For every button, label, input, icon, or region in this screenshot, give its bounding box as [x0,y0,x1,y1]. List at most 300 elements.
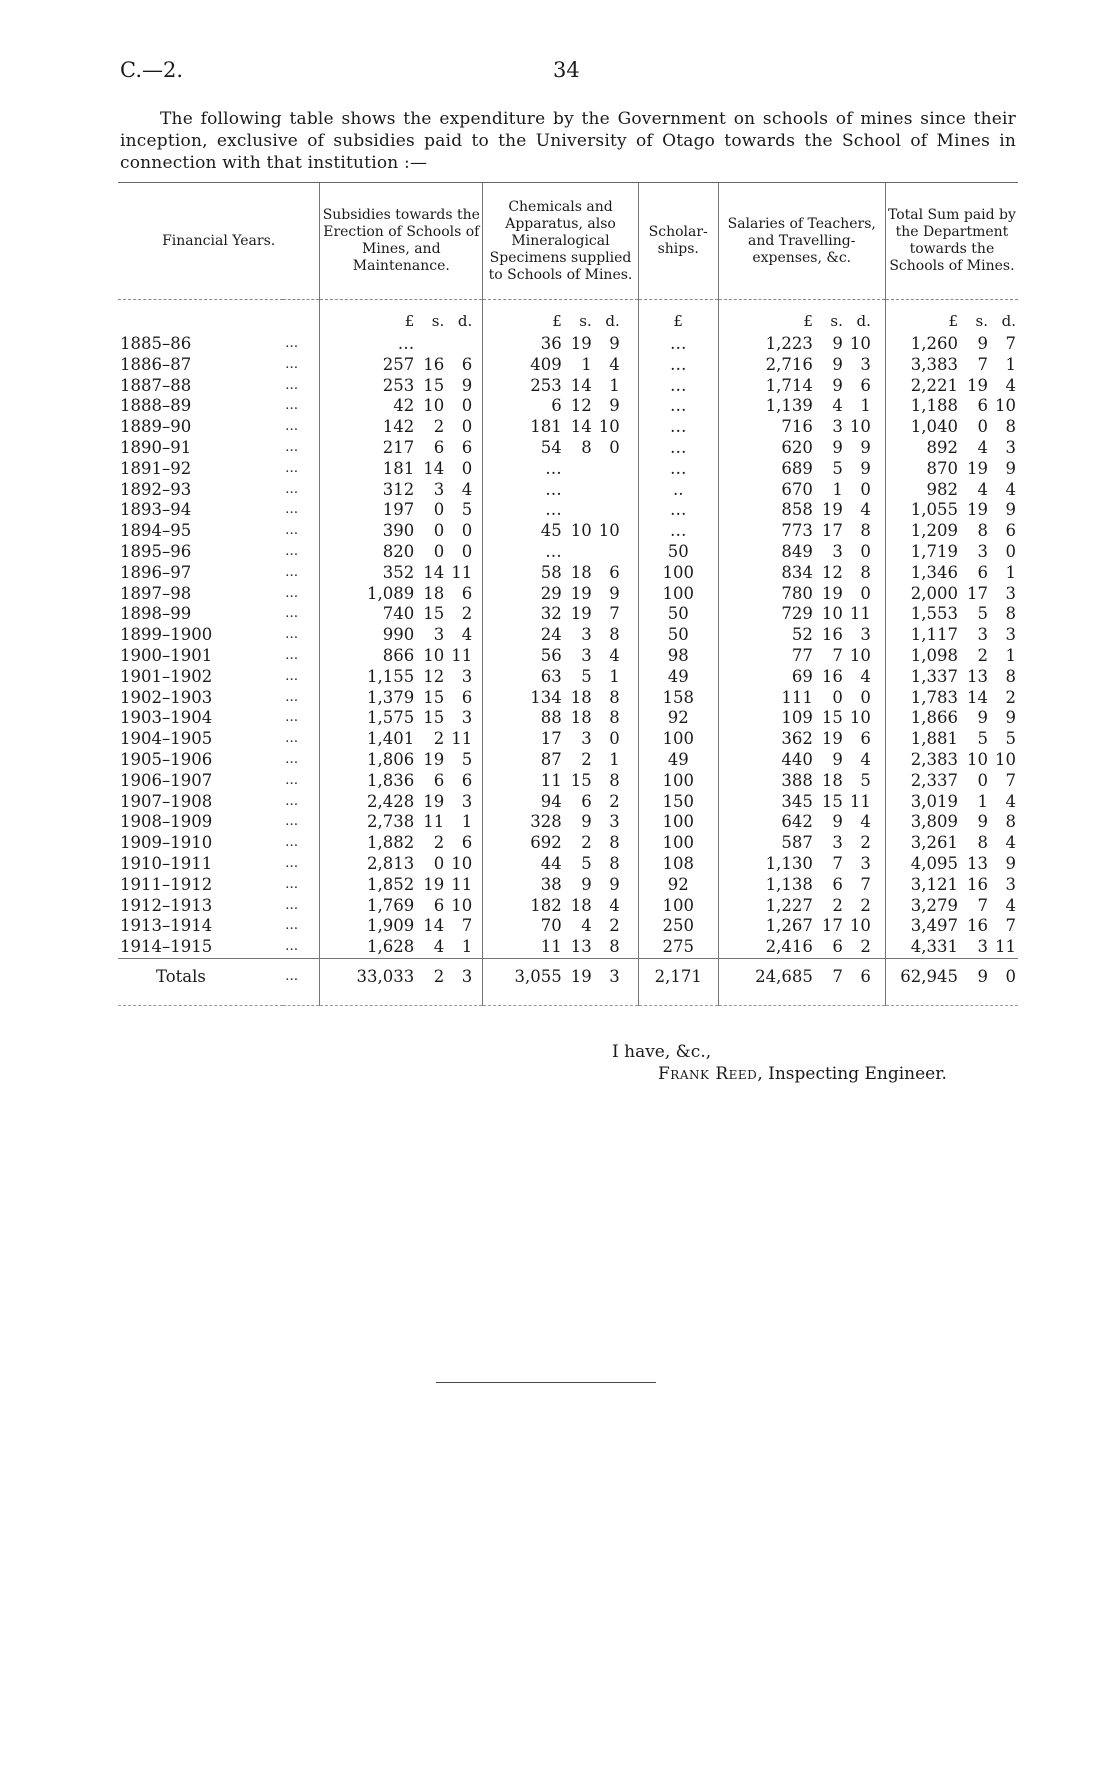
pence: 8 [1005,417,1016,437]
pounds: 36 [540,334,562,353]
shillings: 1 [832,479,843,499]
pounds: … [545,479,562,499]
pence: 0 [860,687,871,707]
scholarship-cell: 92 [638,875,718,896]
pence: 0 [860,479,871,499]
pounds: 642 [781,812,813,832]
pence: 1 [461,937,473,957]
shillings: 18 [570,562,592,582]
pounds: 689 [781,458,813,478]
money-cell [320,708,483,729]
leader-dots: … [285,772,299,788]
shillings: 6 [832,874,843,894]
shillings: 16 [821,666,843,686]
pence: 9 [609,396,620,416]
pounds: 94 [540,791,562,811]
pence: 9 [1005,500,1016,520]
money-cell [320,812,483,833]
money-cell [718,584,885,605]
shillings: 7 [832,966,843,986]
pence: 8 [860,521,871,541]
pence: 4 [1005,375,1016,395]
shillings: 7 [977,354,988,374]
shillings: 3 [581,645,592,665]
year-cell: 1913–1914 [120,916,213,936]
shillings: 6 [581,791,592,811]
pence: 10 [849,708,871,728]
money-cell [483,792,639,813]
pence: 8 [609,853,620,873]
money-cell [320,896,483,917]
leader-dots: … [285,543,299,559]
table-row [118,376,1018,397]
money-cell [885,563,1018,584]
scholarship-cell: 50 [638,625,718,646]
shillings: 10 [967,749,988,769]
shillings: 19 [570,583,592,603]
unit-cell [483,300,639,335]
pence: 9 [1005,708,1016,728]
shillings: 10 [821,604,843,624]
pounds: 2,813 [367,853,415,873]
year-cell: 1890–91 [120,437,192,457]
shillings: 2 [581,749,592,769]
pence: 7 [860,874,871,894]
pence: 4 [1005,479,1016,499]
pounds: 362 [781,729,813,749]
pounds: 42 [393,396,415,416]
pounds: 1,379 [367,687,415,707]
year-cell: 1907–1908 [120,791,213,811]
pounds: 1,138 [765,874,813,894]
pounds: 2,337 [910,770,958,790]
pounds: 1,882 [367,833,415,853]
shillings: 10 [570,521,592,541]
pounds: 1,227 [765,895,813,915]
pence: 1 [609,666,620,686]
pence: 4 [609,645,620,665]
money-cell [885,500,1018,521]
money-cell [885,625,1018,646]
pounds: 253 [530,375,562,395]
pounds: 892 [926,437,958,457]
pence: 11 [451,562,473,582]
pounds: 181 [382,458,415,478]
shillings: 18 [821,770,843,790]
money-cell [718,396,885,417]
shillings: 5 [977,729,988,749]
year-cell: 1902–1903 [120,687,213,707]
money-cell [885,729,1018,750]
scholarship-cell: 50 [638,604,718,625]
money-cell [320,792,483,813]
pence: 10 [995,749,1016,769]
totals-label: Totals [118,958,283,1005]
scholarship-cell: 98 [638,646,718,667]
pounds: 1,337 [910,666,958,686]
unit-pence: d. [605,312,620,331]
money-cell [483,854,639,875]
shillings: 3 [977,541,988,561]
pounds: 1,117 [910,625,958,645]
pounds: 3,383 [910,354,958,374]
pence: 9 [860,458,871,478]
shillings: 11 [423,812,445,832]
pence: 3 [609,966,620,986]
pounds: 849 [781,541,813,561]
pence: 0 [461,458,473,478]
shillings: 15 [423,687,445,707]
pence: 4 [609,354,620,374]
table-row [118,646,1018,667]
money-cell [718,792,885,813]
scholarship-cell: 100 [638,812,718,833]
pounds: 33,033 [356,966,415,986]
shillings: 13 [967,666,988,686]
leader-dots: … [283,958,320,1005]
money-cell [718,812,885,833]
signature-block [612,1041,947,1085]
shillings: 19 [821,729,843,749]
money-cell [885,688,1018,709]
pounds: 24,685 [755,966,813,986]
pounds: … [397,334,415,353]
money-cell [885,875,1018,896]
money-cell [885,396,1018,417]
shillings: 9 [977,334,988,353]
pounds: 587 [781,833,813,853]
leader-dots: … [285,606,299,622]
pounds: 982 [926,479,958,499]
pence: 4 [1005,833,1016,853]
pence: 10 [849,334,871,353]
money-cell [320,688,483,709]
pounds: 3,279 [910,895,958,915]
unit-pound: £ [552,312,562,331]
pence: 8 [609,937,620,957]
money-cell [885,604,1018,625]
pounds: 409 [530,354,562,374]
money-cell [320,729,483,750]
money-cell [483,542,639,563]
shillings: 9 [977,708,988,728]
shillings: 0 [433,853,445,873]
pounds: 70 [540,916,562,936]
shillings: 16 [967,916,988,936]
money-cell [320,438,483,459]
shillings: 9 [832,812,843,832]
money-cell [885,771,1018,792]
money-cell [718,625,885,646]
shillings: 15 [423,604,445,624]
table-row [118,542,1018,563]
pence: 0 [609,437,620,457]
money-cell [483,708,639,729]
pence: 8 [1005,812,1016,832]
money-cell [718,355,885,376]
year-cell: 1893–94 [120,500,192,520]
pence: 0 [1005,966,1016,986]
shillings: 16 [423,354,445,374]
pounds: 38 [540,874,562,894]
shillings: 2 [433,833,445,853]
money-cell [718,500,885,521]
shillings: 17 [821,521,843,541]
year-cell: 1906–1907 [120,770,213,790]
pence: 2 [609,916,620,936]
pounds: 1,209 [910,521,958,541]
shillings: 19 [423,791,445,811]
shillings: 0 [977,770,988,790]
scholarship-cell: .. [638,480,718,501]
scholarship-cell: 100 [638,833,718,854]
shillings: 0 [433,521,445,541]
leader-dots: … [285,502,299,518]
money-cell [885,646,1018,667]
money-cell [885,833,1018,854]
unit-cell [320,300,483,335]
pence: 6 [860,729,871,749]
money-cell [718,750,885,771]
shillings: 9 [977,966,988,986]
pence: 10 [451,853,473,873]
shillings: 9 [977,812,988,832]
pence: 2 [860,895,871,915]
pounds: 1,401 [367,729,415,749]
intro-paragraph: The following table shows the expenditure by the Government on schools of mines since their inception, exclusive of subsidies paid to the University of Otago towards the School of Mines in connection with that institution :— [120,109,1016,173]
pence: 3 [860,625,871,645]
pounds: 2,738 [367,812,415,832]
money-cell [483,417,639,438]
year-cell: 1894–95 [120,521,192,541]
pence: 3 [461,966,473,986]
shillings: 2 [977,645,988,665]
shillings: 18 [570,687,592,707]
year-cell: 1887–88 [120,375,192,395]
pence: 0 [860,583,871,603]
pence: 5 [461,500,473,520]
pounds: 45 [540,521,562,541]
pounds: 1,575 [367,708,415,728]
money-cell [320,937,483,958]
pence: 2 [461,604,473,624]
money-cell [718,854,885,875]
closing-rule [436,1382,656,1383]
pence: 7 [1005,334,1016,353]
shillings: 19 [967,375,988,395]
money-cell [483,916,639,937]
scholarship-cell: … [638,396,718,417]
leader-dots: … [285,377,299,393]
money-cell [320,396,483,417]
money-cell [320,521,483,542]
unit-pound: £ [404,312,415,331]
shillings: 0 [977,417,988,437]
shillings: 2 [581,833,592,853]
money-cell [885,438,1018,459]
table-row [118,812,1018,833]
pounds: 716 [781,417,813,437]
table-row [118,750,1018,771]
money-cell [885,667,1018,688]
pounds: 29 [540,583,562,603]
pence: 6 [860,966,871,986]
pence: 4 [461,625,473,645]
money-cell [718,521,885,542]
pounds: 134 [530,687,562,707]
pence: 3 [1005,874,1016,894]
year-cell: 1888–89 [120,396,192,416]
shillings: 19 [423,874,445,894]
leader-dots: … [285,647,299,663]
pounds: 1,130 [765,853,813,873]
pounds: 253 [382,375,415,395]
pence: 9 [1005,853,1016,873]
pence: 11 [451,729,473,749]
pence: 6 [609,562,620,582]
shillings: 2 [433,966,445,986]
money-cell [483,896,639,917]
pence: 6 [461,583,473,603]
scholarship-cell: … [638,500,718,521]
pence: 9 [860,437,871,457]
money-cell [718,771,885,792]
money-cell [483,355,639,376]
money-cell [320,500,483,521]
year-cell: 1901–1902 [120,666,213,686]
shillings: 3 [832,833,843,853]
pence: 10 [849,916,871,936]
pounds: 111 [781,687,813,707]
money-cell [718,833,885,854]
pounds: 62,945 [900,966,958,986]
shillings: 4 [581,916,592,936]
shillings: 5 [832,458,843,478]
pence: 4 [860,749,871,769]
signature-title: , Inspecting Engineer. [757,1064,947,1084]
shillings: 9 [832,437,843,457]
shillings: 3 [832,417,843,437]
pounds: 440 [781,749,813,769]
unit-pound: £ [948,312,958,331]
money-cell [718,376,885,397]
shillings: 12 [570,396,592,416]
pounds: 3,497 [910,916,958,936]
scholarship-cell: 100 [638,896,718,917]
shillings: 3 [433,625,445,645]
totals-row [118,958,1018,1005]
shillings: 5 [581,666,592,686]
shillings: 3 [581,625,592,645]
money-cell [718,896,885,917]
year-cell: 1904–1905 [120,729,213,749]
pence: 3 [860,354,871,374]
money-cell [320,563,483,584]
table-row [118,771,1018,792]
shillings: 0 [433,500,445,520]
pence: 6 [860,375,871,395]
money-cell [320,376,483,397]
pence: 1 [1005,645,1016,665]
pounds: 2,428 [367,791,415,811]
scholarship-cell: 100 [638,563,718,584]
shillings: 6 [977,562,988,582]
shillings: 15 [821,708,843,728]
pence: 3 [1005,437,1016,457]
pence: 4 [461,479,473,499]
shillings: 6 [433,770,445,790]
shillings: 3 [433,479,445,499]
leader-dots: … [285,897,299,913]
pounds: 1,155 [367,666,415,686]
unit-shilling: s. [579,312,592,331]
year-cell: 1889–90 [120,417,192,437]
scholarship-cell: 150 [638,792,718,813]
money-cell [320,667,483,688]
scholarship-cell: … [638,521,718,542]
pence: 0 [461,396,473,416]
pounds: 24 [540,625,562,645]
shillings: 19 [423,749,445,769]
pence: 10 [995,396,1016,416]
leader-dots: … [285,689,299,705]
pounds: 142 [382,417,415,437]
pence: 2 [1005,687,1016,707]
money-cell [483,812,639,833]
money-cell [718,417,885,438]
pounds: 1,260 [910,334,958,353]
unit-cell [885,300,1018,335]
shillings: 14 [423,458,445,478]
scholarship-cell: … [638,459,718,480]
money-cell [885,417,1018,438]
money-cell [483,480,639,501]
header-subsidies: Subsidies towards the Erection of Schools of Mines, and Maintenance. [320,183,483,300]
money-cell [718,563,885,584]
pounds: 2,716 [765,354,813,374]
money-cell [483,563,639,584]
shillings: 7 [832,645,843,665]
leader-dots: … [285,627,299,643]
pounds: 1,909 [367,916,415,936]
money-cell [885,459,1018,480]
money-cell [483,396,639,417]
pounds: 388 [781,770,813,790]
money-cell [320,355,483,376]
pounds: 1,714 [765,375,813,395]
shillings: 19 [967,500,988,520]
scholarship-cell: 50 [638,542,718,563]
table-row [118,604,1018,625]
pence: 3 [461,708,473,728]
pounds: 1,089 [367,583,415,603]
money-cell [885,480,1018,501]
pounds: 780 [781,583,813,603]
shillings: 0 [832,687,843,707]
pence: 2 [860,833,871,853]
scholarship-cell: 108 [638,854,718,875]
pounds: 257 [382,354,415,374]
table-row [118,708,1018,729]
leader-dots: … [285,356,299,372]
year-cell: 1886–87 [120,354,192,374]
pounds: 182 [530,895,562,915]
year-cell: 1909–1910 [120,833,213,853]
pence: 4 [860,666,871,686]
pounds: 345 [781,791,813,811]
pounds: 1,866 [910,708,958,728]
scholarship-cell: … [638,376,718,397]
